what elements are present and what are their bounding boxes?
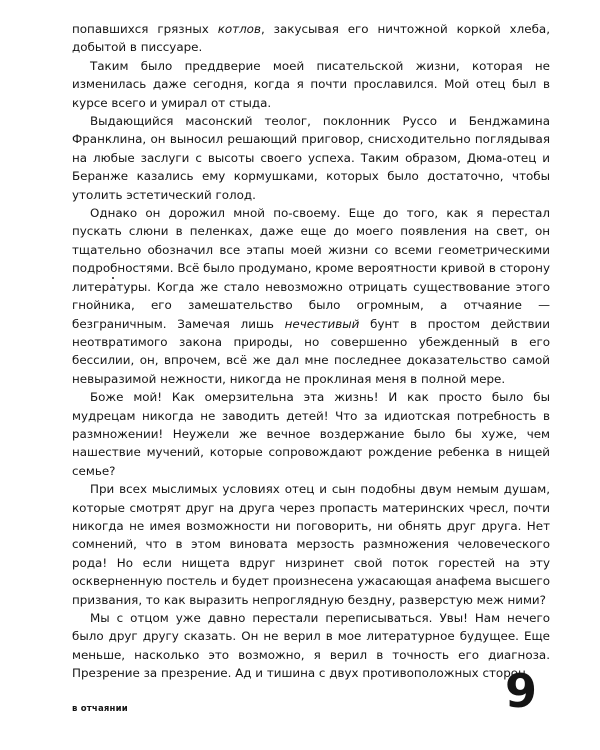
body-text <box>72 20 550 683</box>
paragraph-6: При всех мыслимых условиях отец и сын подобны двум немым душам, которые смотрят друг на друга через пропасть материнских чресл, почти никогда не имея возможности ни поговорить, ни обнять друг друга. Нет сомнений, что в этом виновата мерзость размножения человеческого рода! Но если нищета вдруг низринет свой поток горестей на эту оскверненную постель и будет произнесена ужасающая анафема высшего призвания, то как выразить непроглядную бездну, разверстую меж ними? <box>72 482 550 607</box>
paragraph-2: Таким было преддверие моей писательской жизни, которая не изменилась даже сегодня, когда я почти прославился. Мой отец был в курсе всего и умирал от стыда. <box>72 58 550 110</box>
margin-mark <box>112 277 114 279</box>
page-number: 9 <box>505 664 538 718</box>
paragraph-5: Боже мой! Как омерзительна эта жизнь! И как просто было бы мудрецам никогда не заводить детей! Что за идиотская потребность в размножении! Неужели же вечное воздержание было бы хуже, чем нашествие мучений, которые сопровождают рождение ребенка в нищей семье? <box>72 390 550 478</box>
paragraph-4: Однако он дорожил мной по-своему. Еще до того, как я перестал пускать слюни в пеленках, даже еще до моего появления на свет, он тщательно обозначил все этапы моей жизни со всеми геометрическими подробностями. Всё было продумано, кроме вероятности кривой в сторону литературы. Когда же стало невозможно отрицать существование этого гнойника, его замешательство было огромным, а отчаяние — безграничным. Замечая лишь нечестивый бунт в простом действии неотвратимого закона природы, но совершенно убежденный в его бессилии, он, впрочем, всё же дал мне последнее доказательство самой невыразимой нежности, никогда не проклиная меня в полной мере. <box>72 206 550 386</box>
italic-word: нечестивый <box>284 316 360 331</box>
paragraph-7: Мы с отцом уже давно перестали переписываться. Увы! Нам нечего было друг другу сказать. Он не верил в мое литературное будущее. Еще меньше, насколько это возможно, я верил в точность его диагноза. Презрение за презрение. Ад и тишина с двух противоположных сторон. <box>72 611 550 681</box>
running-footer: в отчаянии <box>72 704 128 714</box>
paragraph-1: попавшихся грязных котлов, закусывая его ничтожной коркой хлеба, добытой в писсуаре. <box>72 22 550 55</box>
paragraph-3: Выдающийся масонский теолог, поклонник Руссо и Бенджамина Франклина, он выносил решающий приговор, снисходительно поглядывая на любые заслуги с высоты своего успеха. Таким образом, Дюма-отец и Беранже казались ему кормушками, которых было достаточно, чтобы утолить эстетический голод. <box>72 114 550 202</box>
italic-word: котлов <box>217 22 261 36</box>
